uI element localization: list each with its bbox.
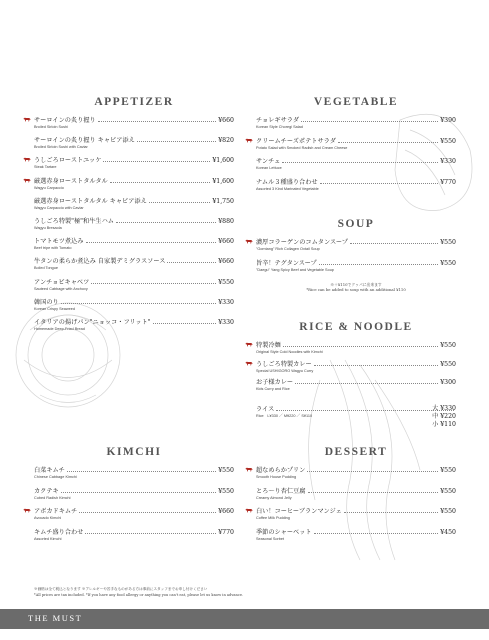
rice-price-medium: 中 ¥220	[432, 413, 456, 420]
leader-dots	[314, 360, 439, 366]
leader-dots	[110, 177, 211, 183]
menu-item-rice	[256, 405, 456, 428]
wagyu-icon	[245, 342, 253, 347]
leader-dots	[149, 197, 211, 203]
menu-item	[256, 178, 456, 192]
item-price: ¥770	[218, 528, 234, 536]
item-price: ¥550	[440, 342, 456, 349]
item-name: 厳選赤身ローストタルタル キャビア添え	[34, 197, 147, 205]
item-english: Steak Tartare	[34, 165, 57, 170]
leader-dots	[301, 116, 438, 122]
menu-item	[256, 360, 456, 374]
menu-item	[34, 487, 234, 501]
menu-item	[256, 157, 456, 171]
menu-item	[256, 137, 456, 151]
menu-item	[34, 156, 234, 170]
rice-price-small: 小 ¥110	[432, 421, 456, 428]
menu-item	[256, 378, 456, 392]
item-english: Coffee Milk Pudding	[256, 516, 290, 520]
item-english: Potato Salad with Smoked Radish and Cream Cheese	[256, 145, 348, 150]
wagyu-icon	[23, 117, 31, 122]
item-name: 特製冷麺	[256, 342, 281, 349]
wagyu-icon	[245, 467, 253, 472]
section-title-rice-noodle: RICE & NOODLE	[299, 321, 413, 333]
item-english: Broiled Sirloin Sushi	[34, 125, 68, 129]
leader-dots	[86, 237, 217, 243]
leader-dots	[308, 487, 439, 493]
leader-dots	[307, 466, 438, 472]
menu-item	[34, 177, 234, 191]
menu-item	[34, 237, 234, 251]
item-name: 旨辛！テグタンスープ	[256, 259, 317, 267]
item-name: 韓国のり	[34, 298, 59, 306]
leader-dots	[350, 238, 438, 244]
item-english: Avocado Kimchi	[34, 516, 62, 520]
item-english: Korean Crispy Seaweed	[34, 306, 75, 311]
section-title-soup: SOUP	[337, 218, 375, 230]
menu-item	[34, 318, 234, 332]
soup-note-jp: ※＋¥110でクッパに出来ます	[330, 282, 382, 287]
leader-dots	[167, 257, 216, 263]
item-name: ナムル３種盛り合わせ	[256, 178, 318, 186]
item-name: 超なめらかプリン	[256, 467, 306, 474]
footer-bar	[0, 609, 489, 629]
dessert-section	[256, 444, 456, 548]
item-price: ¥1,600	[212, 177, 234, 185]
leader-dots	[103, 156, 210, 162]
menu-item	[34, 116, 234, 130]
leader-dots	[67, 466, 216, 472]
item-english: Beef tripe with Tomato	[34, 246, 72, 251]
leader-dots	[137, 136, 216, 142]
wagyu-icon	[245, 508, 253, 513]
item-english: Special USHIGORO Wagyu Curry	[256, 368, 314, 373]
menu-item	[256, 259, 456, 273]
menu-item	[256, 528, 456, 542]
leader-dots	[344, 507, 438, 513]
footer-note-en: *All prices are tax included. *If you have any food allergy or anything you can't eat, please let us know in advance.	[34, 593, 244, 597]
leader-dots	[153, 318, 217, 324]
item-name: 厳選赤身ローストタルタル	[34, 177, 108, 185]
leader-dots	[282, 157, 438, 163]
item-english: Assorted Kimchi	[34, 536, 62, 541]
item-price: ¥450	[440, 528, 456, 536]
soup-section	[256, 216, 456, 292]
section-title-appetizer: APPETIZER	[94, 96, 174, 108]
soup-note-en: *Rice can be added to soup with an additional ¥110	[306, 287, 406, 292]
leader-dots	[116, 217, 216, 223]
leader-dots	[85, 528, 216, 534]
item-price: ¥550	[218, 467, 234, 474]
menu-item	[34, 197, 234, 211]
item-english: Rice L¥330 ／ M¥220 ／ S¥110	[256, 414, 313, 418]
item-english: Kids Curry and Rice	[256, 387, 290, 391]
wagyu-icon	[23, 178, 31, 183]
item-price: ¥660	[218, 508, 234, 515]
item-english: Original Style Cold Noodles with Kimchi	[256, 350, 323, 354]
item-name: お子様カレー	[256, 379, 294, 386]
item-price: ¥330	[218, 298, 234, 306]
menu-item	[34, 257, 234, 271]
item-price: ¥660	[218, 238, 234, 246]
footer-note-jp: ※価格は全て税込となります ※アレルギーや苦手なものがある方は事前にスタッフまでお申し付けください	[34, 587, 208, 591]
item-name: アンチョビキャベツ	[34, 278, 90, 286]
item-price: ¥550	[440, 487, 456, 495]
item-name: とろ〜り杏仁豆腐	[256, 487, 306, 495]
leader-dots	[276, 405, 454, 411]
item-english: Wagyu Carpaccio with Caviar	[34, 205, 84, 210]
item-price: ¥1,600	[212, 157, 234, 165]
item-name: うしごろ特製"極"和牛生ハム	[34, 218, 114, 225]
vegetable-section	[256, 94, 456, 198]
leader-dots	[91, 278, 216, 284]
menu-item	[256, 507, 456, 521]
item-price: ¥550	[440, 360, 456, 368]
item-english: Seasonal Sorbet	[256, 536, 285, 541]
item-name: サンチュ	[256, 158, 281, 165]
wagyu-icon	[245, 138, 253, 143]
leader-dots	[283, 341, 439, 347]
menu-item	[34, 528, 234, 542]
menu-item	[34, 507, 234, 521]
item-name: うしごろ特製カレー	[256, 360, 312, 368]
item-price: ¥300	[440, 379, 456, 386]
item-name: 季節のシャーベット	[256, 528, 312, 536]
item-english: Wagyu Bresaola	[34, 226, 62, 230]
item-price: ¥550	[218, 278, 234, 286]
item-name: キムチ盛り合わせ	[34, 528, 84, 536]
item-english: Cubed Radish Kimchi	[34, 495, 71, 500]
item-english: Wagyu Carpaccio	[34, 185, 64, 190]
item-english: Korean Lettuce	[256, 166, 282, 170]
item-price: ¥550	[440, 239, 456, 246]
wagyu-icon	[23, 157, 31, 162]
item-english: Chinese Cabbage Kimchi	[34, 475, 77, 479]
item-name: 濃厚コラーゲンのコムタンスープ	[256, 239, 348, 246]
item-english: Broiled Sirloin Sushi with Caviar	[34, 145, 88, 150]
item-name: クリームチーズポテトサラダ	[256, 137, 336, 145]
item-price: ¥550	[440, 137, 456, 145]
item-price: ¥550	[440, 467, 456, 474]
menu-item	[34, 136, 234, 150]
item-price: ¥390	[440, 117, 456, 124]
item-name: うしごろローストユッケ	[34, 157, 102, 165]
leader-dots	[79, 507, 216, 513]
item-english: Korean Style Choregi Salad	[256, 125, 303, 129]
footer-note	[34, 586, 243, 598]
kimchi-section	[34, 444, 234, 548]
item-english: "Daegu" Yang Spicy Beef and Vegetable Soup	[256, 267, 334, 272]
item-price: ¥1,750	[212, 197, 234, 205]
leader-dots	[61, 487, 217, 493]
menu-item	[256, 116, 456, 130]
item-name: チョレギサラダ	[256, 117, 300, 124]
menu-item	[256, 341, 456, 355]
item-price: ¥820	[218, 137, 234, 145]
leader-dots	[61, 298, 217, 304]
wagyu-icon	[245, 239, 253, 244]
item-name: 白菜キムチ	[34, 467, 65, 474]
item-price: ¥550	[440, 259, 456, 267]
menu-item	[256, 466, 456, 480]
item-name: イタリアの揚げパン"ニョッコ・フリット"	[34, 319, 151, 326]
menu-item	[34, 217, 234, 231]
item-english: Sauteed Cabbage with Anchovy	[34, 286, 88, 291]
item-english: Smooth House Pudding	[256, 475, 297, 479]
leader-dots	[338, 137, 438, 143]
item-english: Boiled Tongue	[34, 266, 58, 271]
item-name: 白い！コーヒーブランマンジェ	[256, 508, 342, 515]
item-price: ¥880	[218, 218, 234, 225]
menu-item	[256, 238, 456, 252]
item-english: Assorted 3 Kind Marinated Vegetable	[256, 186, 319, 191]
item-name: トマトモツ煮込み	[34, 238, 84, 246]
section-title-kimchi: KIMCHI	[106, 446, 162, 458]
item-name: サーロインの炙り握り キャビア添え	[34, 137, 135, 145]
item-price: ¥660	[218, 117, 234, 124]
item-name: 牛タンの柔らか煮込み 自家製デミグラスソース	[34, 258, 166, 266]
item-english: Creamy Almond Jelly	[256, 495, 292, 500]
item-name: アボカドキムチ	[34, 508, 78, 515]
leader-dots	[314, 528, 439, 534]
menu-item	[256, 487, 456, 501]
menu-item	[34, 278, 234, 292]
item-price: ¥660	[218, 258, 234, 266]
leader-dots	[319, 259, 439, 265]
section-title-vegetable: VEGETABLE	[313, 96, 399, 108]
wagyu-icon	[245, 361, 253, 366]
item-price: ¥770	[440, 178, 456, 186]
wagyu-icon	[23, 508, 31, 513]
item-name: ライス	[256, 406, 275, 413]
item-english: "Gomtang" Rich Collagen Oxtail Soup	[256, 247, 320, 251]
item-english: Homemade Deep-Fried Bread	[34, 327, 85, 331]
item-price: ¥550	[218, 487, 234, 495]
leader-dots	[320, 178, 439, 184]
appetizer-section	[34, 94, 234, 338]
item-price: ¥330	[218, 319, 234, 326]
leader-dots	[98, 116, 217, 122]
rice-prices	[432, 405, 456, 429]
section-title-dessert: DESSERT	[324, 446, 388, 458]
item-name: サーロインの炙り握り	[34, 117, 96, 124]
rice-price-large: 大 ¥330	[432, 405, 456, 412]
item-price: ¥330	[440, 158, 456, 165]
leader-dots	[295, 378, 438, 384]
rice-noodle-section	[256, 319, 456, 428]
brand-name: THE MUST	[28, 613, 83, 623]
item-name: カクテキ	[34, 487, 59, 495]
item-price: ¥550	[440, 508, 456, 515]
menu-item	[34, 298, 234, 312]
menu-item	[34, 466, 234, 480]
